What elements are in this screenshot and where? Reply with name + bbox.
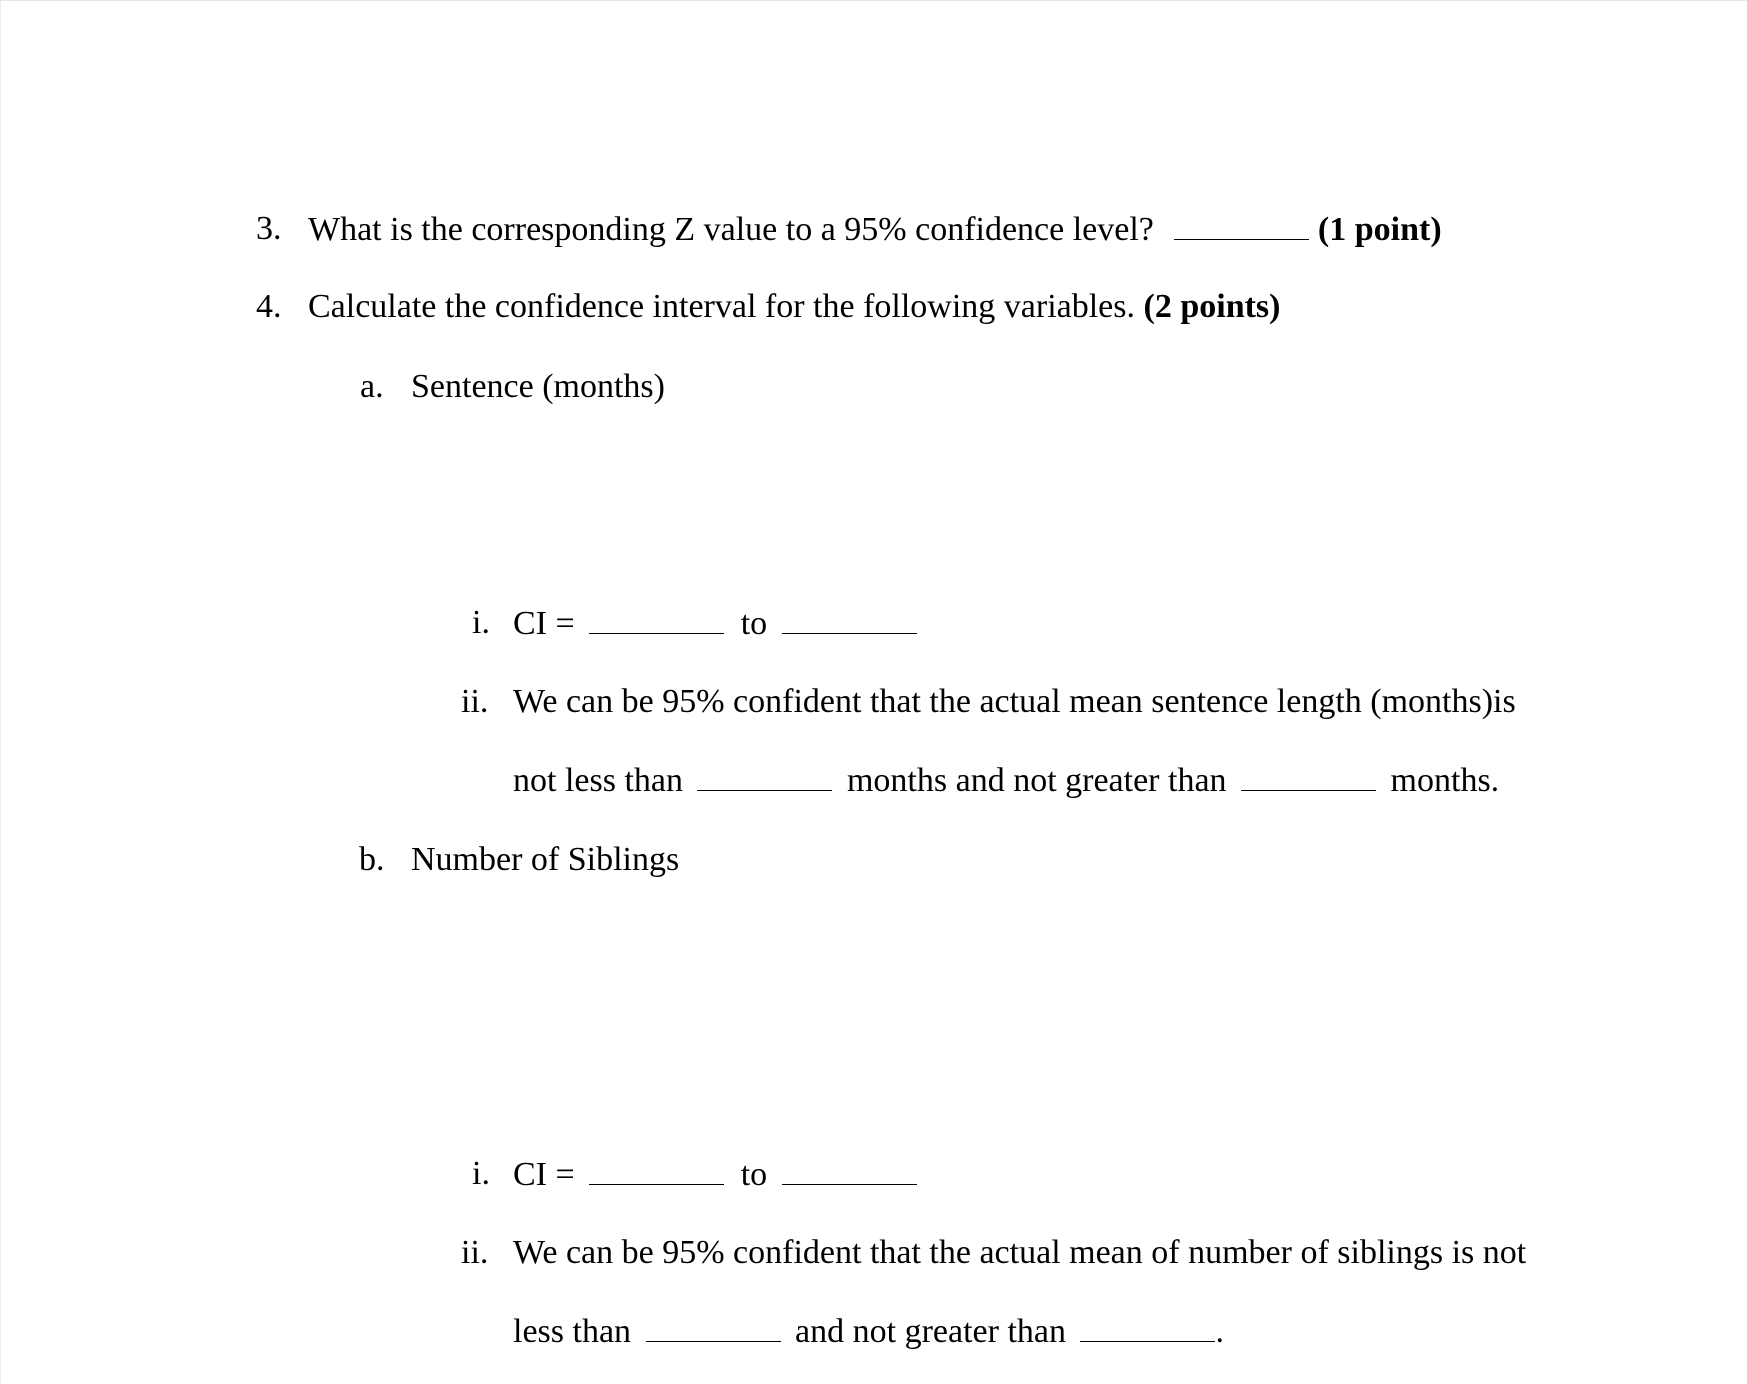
part-b-label: b. — [359, 841, 385, 878]
part-a-ci-text: CI = — [513, 605, 575, 642]
part-a-label: a. — [360, 368, 384, 405]
question-4-points: (2 points) — [1143, 288, 1281, 325]
question-3 — [256, 209, 282, 249]
part-a-upper-bound-blank[interactable] — [1241, 760, 1376, 791]
part-a-interp-start: not less than — [513, 762, 683, 799]
question-4-text: Calculate the confidence interval for the following variables. — [308, 288, 1136, 325]
part-b-interp-end: . — [1215, 1313, 1224, 1350]
part-b-ci — [513, 1154, 917, 1195]
part-a-interp-line2 — [513, 760, 1499, 801]
part-b-ci-label: i. — [472, 1155, 490, 1192]
part-b-interp-line2 — [513, 1311, 1224, 1352]
part-a-interp-label: ii. — [461, 683, 489, 720]
z-value-blank[interactable] — [1174, 209, 1309, 240]
part-a-interp-line1: We can be 95% confident that the actual mean sentence length (months)is — [513, 683, 1516, 720]
part-b-ci-text: CI = — [513, 1156, 575, 1193]
part-b-title: Number of Siblings — [411, 841, 680, 878]
question-4-number: 4. — [256, 288, 282, 325]
question-3-number: 3. — [256, 210, 282, 247]
part-b-upper-bound-blank[interactable] — [1080, 1311, 1215, 1342]
part-b-interp-label: ii. — [461, 1234, 489, 1271]
part-b-interp-mid: and not greater than — [795, 1313, 1066, 1350]
question-3-text: What is the corresponding Z value to a 95% confidence level? — [308, 211, 1154, 248]
part-b-ci-upper-blank[interactable] — [782, 1154, 917, 1185]
part-a-ci-upper-blank[interactable] — [782, 603, 917, 634]
part-a-ci-label: i. — [472, 604, 490, 641]
part-a-title: Sentence (months) — [411, 368, 665, 405]
part-a-interp-end: months. — [1390, 762, 1500, 799]
part-b-lower-bound-blank[interactable] — [646, 1311, 781, 1342]
part-a-ci-to: to — [740, 605, 768, 642]
question-4 — [256, 287, 282, 327]
part-b-ci-lower-blank[interactable] — [589, 1154, 724, 1185]
part-b-interp-start: less than — [513, 1313, 632, 1350]
question-3-points: (1 point) — [1317, 211, 1442, 248]
part-a-interp-mid: months and not greater than — [846, 762, 1227, 799]
part-b-interp-line1: We can be 95% confident that the actual mean of number of siblings is not — [513, 1234, 1527, 1271]
part-a-ci — [513, 603, 917, 644]
part-b-ci-to: to — [740, 1156, 768, 1193]
part-a-ci-lower-blank[interactable] — [589, 603, 724, 634]
question-4-body — [308, 287, 1280, 327]
part-a-lower-bound-blank[interactable] — [697, 760, 832, 791]
question-3-body — [308, 209, 1442, 250]
